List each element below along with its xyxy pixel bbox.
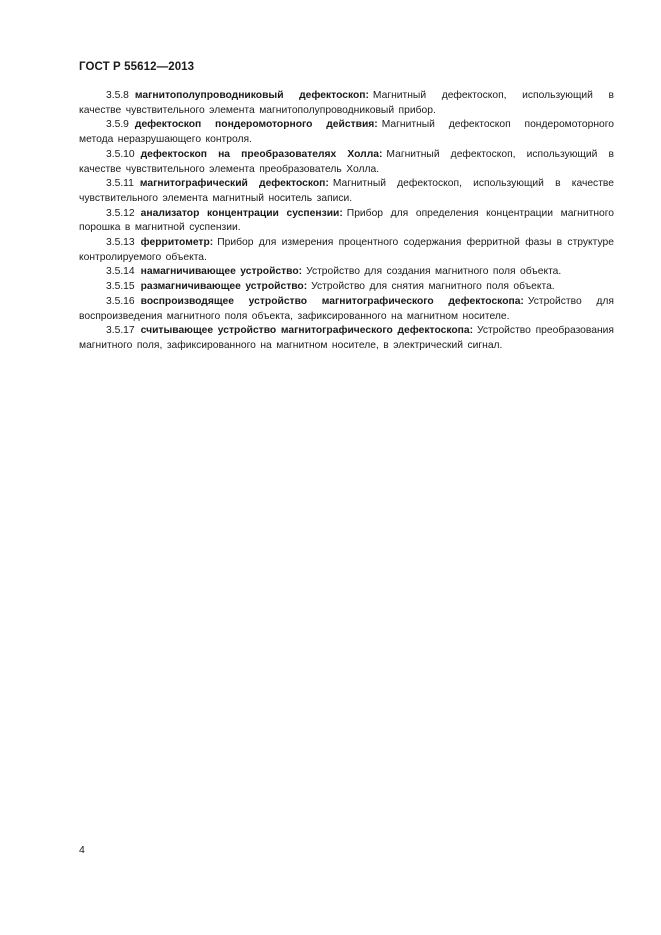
entry-number: 3.5.17	[106, 325, 135, 337]
entry-term: дефектоскоп пондеромоторного действия:	[134, 119, 378, 131]
entry-term: ферритометр:	[140, 237, 214, 249]
definition-entry	[79, 295, 614, 324]
definition-entry	[79, 89, 614, 118]
entry-text: Устройство преобразования магнитного поля, зафиксированного на магнитном носителе, в электрический сигнал.	[79, 325, 614, 351]
entry-number: 3.5.13	[106, 237, 135, 249]
entry-term: намагничивающее устройство:	[140, 266, 303, 278]
entry-text: Магнитный дефектоскоп, использующий в качестве чувствительного элемента магнитополупроводниковый прибор.	[79, 90, 614, 116]
entry-number: 3.5.15	[106, 281, 135, 293]
entry-number: 3.5.8	[106, 90, 129, 101]
entry-term: размагничивающее устройство:	[140, 281, 308, 293]
entry-text: Прибор для определения концентрации магнитного порошка в магнитной суспензии.	[79, 207, 614, 234]
definition-entry	[79, 265, 614, 280]
entry-term: считывающее устройство магнитографического дефектоскопа:	[140, 325, 474, 337]
entry-number: 3.5.16	[106, 295, 135, 307]
definition-entry	[79, 148, 614, 177]
entry-term: анализатор концентрации суспензии:	[140, 207, 343, 219]
entry-number: 3.5.12	[106, 207, 135, 219]
definition-entry	[79, 324, 614, 353]
definitions-list	[79, 89, 614, 354]
entry-term: магнитополупроводниковый дефектоскоп:	[134, 90, 369, 101]
entry-text: Устройство для снятия магнитного поля объекта.	[311, 281, 555, 293]
entry-number: 3.5.11	[106, 178, 134, 190]
definition-entry	[79, 177, 614, 206]
entry-text: Устройство для создания магнитного поля объекта.	[306, 266, 562, 278]
entry-term: дефектоскоп на преобразователях Холла:	[140, 148, 383, 160]
entry-text: Магнитный дефектоскоп пондеромоторного метода неразрушающего контроля.	[79, 119, 614, 146]
page-number: 4	[79, 844, 85, 856]
entry-term: воспроизводящее устройство магнитографического дефектоскопа:	[140, 295, 524, 307]
definition-entry	[79, 207, 614, 236]
entry-text: Устройство для воспроизведения магнитного поля объекта, зафиксированного на магнитном носителе.	[79, 295, 614, 322]
definition-entry	[79, 236, 614, 265]
entry-number: 3.5.14	[106, 266, 135, 278]
entry-text: Магнитный дефектоскоп, использующий в качестве чувствительного элемента магнитный носитель записи.	[79, 178, 615, 204]
entry-term: магнитографический дефектоскоп:	[139, 178, 329, 190]
entry-number: 3.5.9	[106, 119, 129, 131]
definition-entry	[79, 118, 614, 147]
document-header: ГОСТ Р 55612—2013	[79, 61, 195, 73]
entry-text: Прибор для измерения процентного содержания ферритной фазы в структуре контролируемого объекта.	[79, 237, 614, 263]
entry-number: 3.5.10	[106, 148, 135, 160]
entry-text: Магнитный дефектоскоп, использующий в качестве чувствительного элемента преобразователь Холла.	[79, 148, 614, 175]
definition-entry	[79, 280, 614, 295]
